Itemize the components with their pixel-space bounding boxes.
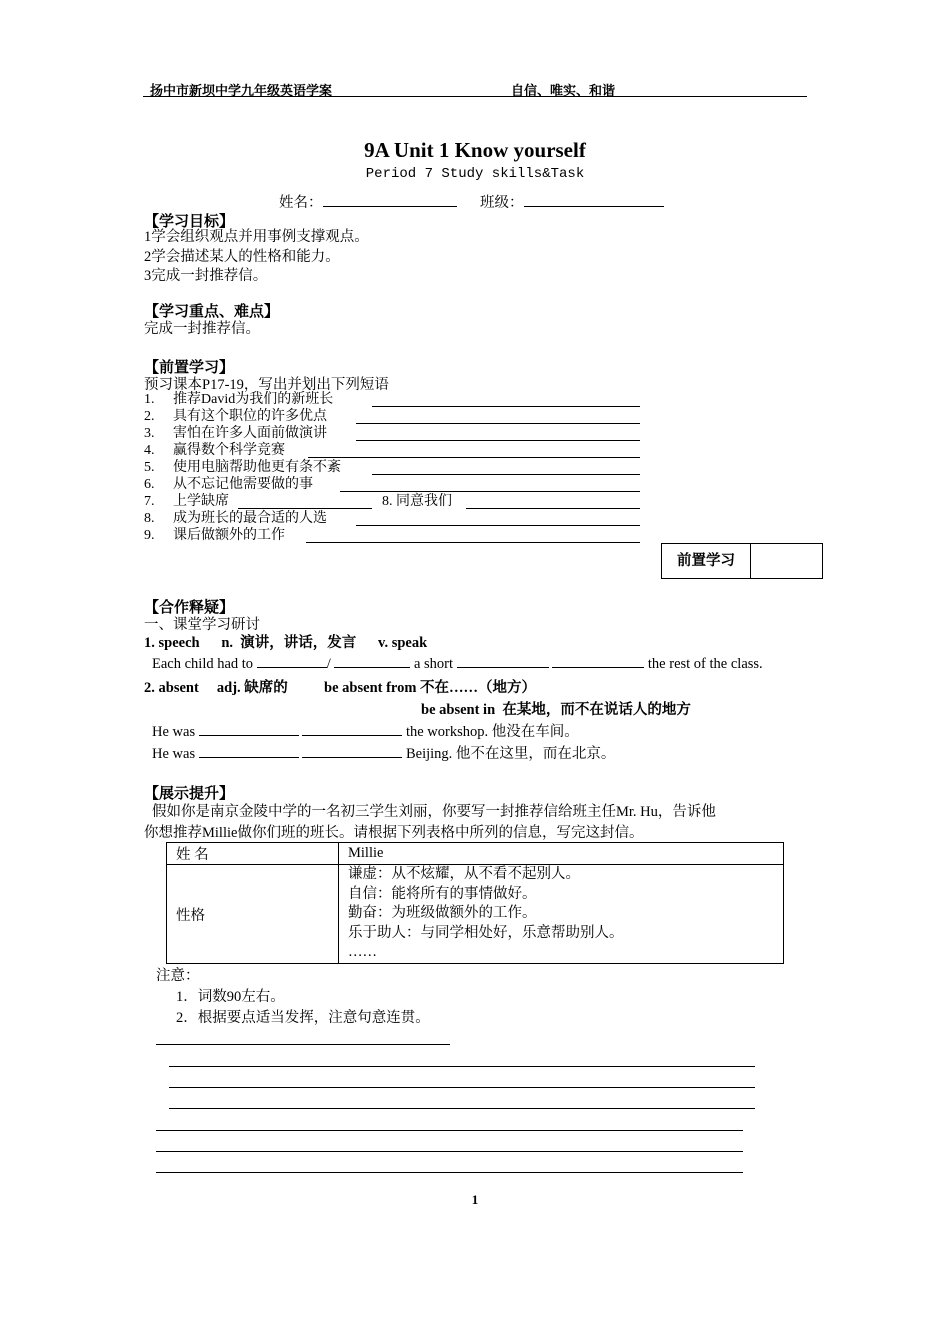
speech-blank[interactable]	[257, 654, 327, 668]
note-item: 2．根据要点适当发挥，注意句意连贯。	[176, 1010, 430, 1026]
writing-line[interactable]	[156, 1172, 743, 1173]
preview-score-box	[661, 543, 823, 579]
speech-example: Each child had to / a short the rest of the class.	[152, 656, 763, 672]
header-school: 扬中市新坝中学九年级英语学案	[150, 84, 333, 99]
class-blank[interactable]	[524, 193, 664, 207]
answer-line[interactable]	[308, 457, 640, 458]
goal-item: 2学会描述某人的性格和能力。	[144, 248, 340, 265]
coop-sub: 一、课堂学习研讨	[144, 617, 260, 633]
writing-line[interactable]	[156, 1130, 743, 1131]
preview-intro: 预习课本P17-19，写出并划出下列短语	[144, 377, 389, 393]
trait-item: 乐于助人：与同学相处好，乐意帮助别人。	[348, 924, 624, 941]
answer-line[interactable]	[356, 525, 640, 526]
table-cell: 性格	[167, 865, 339, 964]
keypoints-text: 完成一封推荐信。	[144, 321, 260, 337]
show-heading: 【展示提升】	[144, 784, 235, 802]
speech-blank[interactable]	[334, 654, 410, 668]
trait-item: 勤奋：为班级做额外的工作。	[348, 905, 537, 922]
list-item: 5. 使用电脑帮助他更有条不紊	[144, 460, 341, 475]
list-item: 2. 具有这个职位的许多优点	[144, 409, 327, 424]
coop-heading: 【合作释疑】	[144, 598, 235, 616]
preview-heading: 【前置学习】	[144, 358, 235, 376]
list-item: 3. 害怕在许多人面前做演讲	[144, 426, 327, 441]
trait-item: 谦虚：从不炫耀，从不看不起别人。	[348, 866, 580, 883]
absent-blank[interactable]	[199, 744, 299, 758]
writing-line[interactable]	[169, 1087, 755, 1088]
name-label: 姓名：	[279, 195, 323, 211]
info-table	[166, 842, 784, 964]
score-cell[interactable]	[751, 544, 823, 579]
page-title: 9A Unit 1 Know yourself	[364, 138, 586, 162]
writing-line[interactable]	[169, 1066, 755, 1067]
absent-blank[interactable]	[302, 744, 402, 758]
notes-label: 注意：	[156, 968, 200, 984]
writing-line[interactable]	[156, 1151, 743, 1152]
table-cell-traits	[339, 865, 784, 964]
list-item: 4. 赢得数个科学竞赛	[144, 443, 285, 458]
note-item: 1．词数90左右。	[176, 989, 285, 1005]
list-item: 9. 课后做额外的工作	[144, 528, 285, 543]
show-para-2: 你想推荐Millie做你们班的班长。请根据下列表格中所列的信息，写完这封信。	[144, 825, 644, 841]
score-label: 前置学习	[662, 544, 751, 579]
answer-line[interactable]	[238, 508, 372, 509]
absent-blank[interactable]	[199, 722, 299, 736]
answer-line[interactable]	[372, 474, 640, 475]
answer-line[interactable]	[372, 406, 640, 407]
absent-example-2: He was Beijing. 他不在这里，而在北京。	[152, 746, 616, 762]
name-blank[interactable]	[323, 193, 457, 207]
trait-item: 自信：能将所有的事情做好。	[348, 885, 537, 902]
absent-line2: be absent in 在某地，而不在说话人的地方	[421, 702, 691, 718]
header-divider	[143, 96, 807, 97]
preview-list	[144, 391, 452, 544]
writing-line[interactable]	[156, 1044, 450, 1045]
answer-line[interactable]	[340, 491, 640, 492]
absent-example-1: He was the workshop. 他没在车间。	[152, 724, 579, 740]
table-cell: Millie	[339, 843, 784, 865]
page-number: 1	[471, 1192, 479, 1207]
absent-line: 2. absent adj. 缺席的 be absent from 不在……（地方）	[144, 680, 537, 696]
table-cell: 姓 名	[167, 843, 339, 865]
speech-blank[interactable]	[457, 654, 549, 668]
header-motto: 自信、唯实、和谐	[511, 84, 616, 99]
trait-item: ……	[348, 944, 377, 961]
absent-blank[interactable]	[302, 722, 402, 736]
goals-heading: 【学习目标】	[144, 212, 235, 230]
class-field[interactable]	[480, 191, 664, 212]
answer-line[interactable]	[466, 508, 640, 509]
page-subtitle: Period 7 Study skills&Task	[365, 166, 585, 182]
speech-blank[interactable]	[552, 654, 644, 668]
goals-list	[144, 228, 369, 287]
keypoints-heading: 【学习重点、难点】	[144, 302, 280, 320]
class-label: 班级：	[480, 195, 524, 211]
show-para-1: 假如你是南京金陵中学的一名初三学生刘丽，你要写一封推荐信给班主任Mr. Hu，告诉他	[152, 804, 716, 820]
answer-line[interactable]	[356, 440, 640, 441]
answer-line[interactable]	[306, 542, 640, 543]
list-item: 1. 推荐David为我们的新班长	[144, 392, 334, 407]
goal-item: 1学会组织观点并用事例支撑观点。	[144, 229, 369, 245]
goal-item: 3完成一封推荐信。	[144, 268, 268, 284]
list-item: 6. 从不忘记他需要做的事	[144, 477, 313, 492]
speech-line: 1. speech n. 演讲，讲话，发言 v. speak	[144, 635, 428, 651]
list-item: 7. 上学缺席 8. 同意我们	[144, 494, 452, 509]
writing-line[interactable]	[169, 1108, 755, 1109]
answer-line[interactable]	[356, 423, 640, 424]
list-item: 8. 成为班长的最合适的人选	[144, 511, 327, 526]
name-field[interactable]	[279, 191, 457, 212]
